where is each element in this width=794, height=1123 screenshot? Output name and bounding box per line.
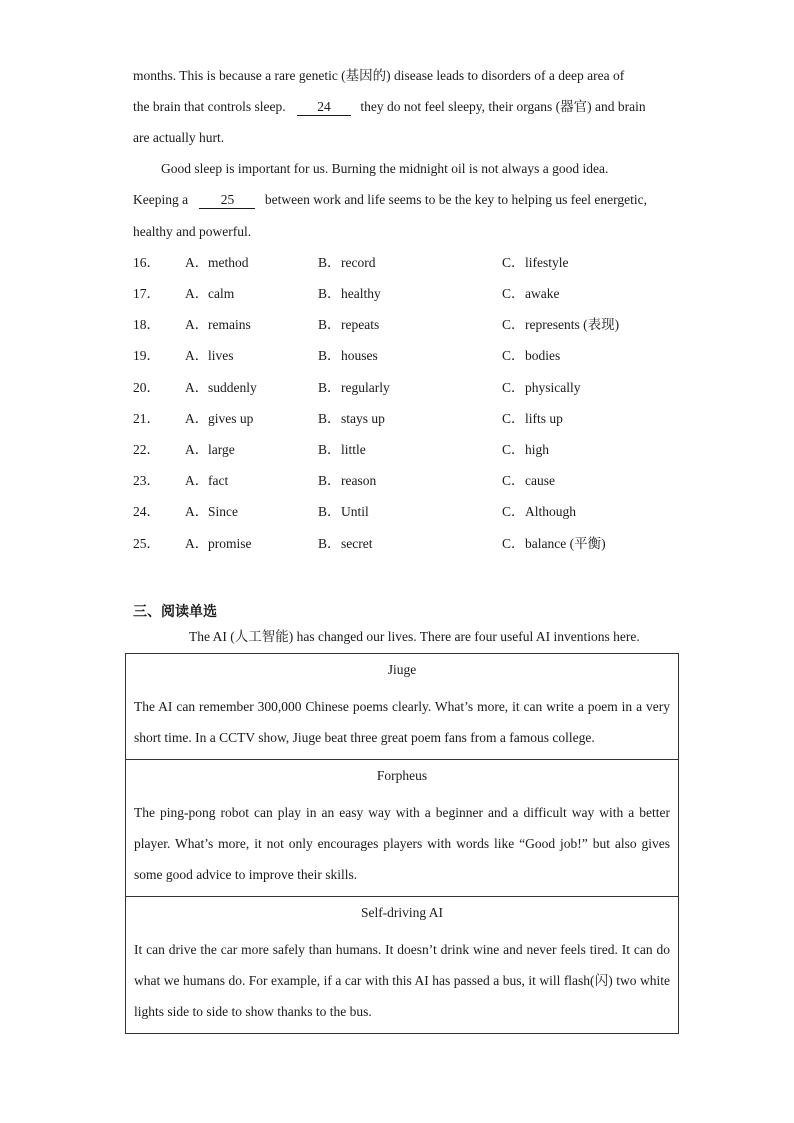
passage-line-6: healthy and powerful. bbox=[133, 224, 252, 239]
option-text: repeats bbox=[341, 317, 380, 332]
option-text: balance (平衡) bbox=[525, 536, 606, 551]
question-row bbox=[133, 346, 693, 366]
option-label: A． bbox=[185, 442, 209, 457]
option-label: C． bbox=[502, 473, 525, 488]
option-a[interactable] bbox=[185, 409, 253, 429]
option-text: suddenly bbox=[208, 380, 257, 395]
option-label: B． bbox=[318, 442, 341, 457]
option-text: gives up bbox=[208, 411, 254, 426]
option-label: C． bbox=[502, 255, 525, 270]
option-text: remains bbox=[208, 317, 251, 332]
option-label: B． bbox=[318, 255, 341, 270]
question-row bbox=[133, 502, 693, 522]
option-a[interactable] bbox=[185, 284, 234, 304]
option-a[interactable] bbox=[185, 315, 251, 335]
option-text: fact bbox=[208, 473, 229, 488]
option-text: method bbox=[208, 255, 249, 270]
option-a[interactable] bbox=[185, 346, 234, 366]
option-label: B． bbox=[318, 411, 341, 426]
question-row bbox=[133, 378, 693, 398]
option-text: high bbox=[525, 442, 550, 457]
option-c[interactable] bbox=[502, 409, 563, 429]
option-c[interactable] bbox=[502, 471, 555, 491]
option-b[interactable] bbox=[318, 315, 379, 335]
question-row bbox=[133, 440, 693, 460]
option-label: A． bbox=[185, 348, 209, 363]
invention-description: It can drive the car more safely than humans. It doesn’t drink wine and never feels tired. It can do what we humans do. For example, if a car with this AI has passed a bus, it will flash(闪) two white lights side to side to show thanks to the bus. bbox=[134, 942, 670, 1019]
option-b[interactable] bbox=[318, 346, 378, 366]
option-a[interactable] bbox=[185, 253, 249, 273]
passage-line-3: are actually hurt. bbox=[133, 130, 225, 145]
option-a[interactable] bbox=[185, 534, 252, 554]
option-text: stays up bbox=[341, 411, 385, 426]
option-text: reason bbox=[341, 473, 377, 488]
option-label: C． bbox=[502, 317, 525, 332]
invention-description: The AI can remember 300,000 Chinese poems clearly. What’s more, it can write a poem in a very short time. In a CCTV show, Jiuge beat three great poem fans from a famous college. bbox=[134, 699, 670, 745]
ai-inventions-table bbox=[125, 653, 679, 1034]
option-text: secret bbox=[341, 536, 373, 551]
passage-line-2-start: the brain that controls sleep. bbox=[133, 99, 286, 114]
option-b[interactable] bbox=[318, 440, 366, 460]
option-text: bodies bbox=[525, 348, 561, 363]
question-number: 19． bbox=[133, 348, 160, 363]
option-label: A． bbox=[185, 536, 209, 551]
option-label: C． bbox=[502, 411, 525, 426]
option-label: A． bbox=[185, 473, 209, 488]
option-text: lifts up bbox=[525, 411, 563, 426]
passage-line-4: Good sleep is important for us. Burning the midnight oil is not always a good idea. bbox=[161, 161, 609, 176]
option-label: A． bbox=[185, 286, 209, 301]
option-label: B． bbox=[318, 317, 341, 332]
option-b[interactable] bbox=[318, 409, 385, 429]
option-label: A． bbox=[185, 317, 209, 332]
option-label: B． bbox=[318, 348, 341, 363]
question-number: 17． bbox=[133, 286, 160, 301]
blank-25: 25 bbox=[199, 192, 255, 209]
invention-title: Jiuge bbox=[387, 662, 417, 677]
option-label: A． bbox=[185, 255, 209, 270]
option-text: record bbox=[341, 255, 376, 270]
question-number: 25． bbox=[133, 536, 160, 551]
option-label: C． bbox=[502, 504, 525, 519]
question-number: 23． bbox=[133, 473, 160, 488]
option-c[interactable] bbox=[502, 284, 559, 304]
option-label: C． bbox=[502, 286, 525, 301]
option-label: A． bbox=[185, 504, 209, 519]
option-c[interactable] bbox=[502, 502, 576, 522]
option-b[interactable] bbox=[318, 534, 372, 554]
question-row bbox=[133, 253, 693, 273]
option-text: Since bbox=[208, 504, 238, 519]
option-a[interactable] bbox=[185, 502, 238, 522]
option-a[interactable] bbox=[185, 440, 235, 460]
question-row bbox=[133, 409, 693, 429]
passage-line-1: months. This is because a rare genetic (基因的) disease leads to disorders of a deep area of bbox=[133, 68, 625, 83]
invention-title: Self-driving AI bbox=[360, 905, 444, 920]
invention-title: Forpheus bbox=[376, 768, 428, 783]
passage-line-5-end: between work and life seems to be the key to helping us feel energetic, bbox=[264, 192, 647, 207]
passage-line-2 bbox=[133, 97, 646, 117]
option-label: A． bbox=[185, 411, 209, 426]
option-label: A． bbox=[185, 380, 209, 395]
question-row bbox=[133, 534, 693, 554]
option-text: healthy bbox=[341, 286, 381, 301]
reading-intro: The AI (人工智能) has changed our lives. There are four useful AI inventions here. bbox=[189, 629, 640, 644]
option-label: C． bbox=[502, 348, 525, 363]
passage-line-2-end: they do not feel sleepy, their organs (器官) and brain bbox=[360, 99, 646, 114]
option-text: houses bbox=[341, 348, 378, 363]
question-row bbox=[133, 315, 693, 335]
table-cell bbox=[126, 897, 679, 1034]
table-cell bbox=[126, 654, 679, 760]
blank-24: 24 bbox=[297, 99, 351, 116]
option-label: B． bbox=[318, 380, 341, 395]
question-number: 20． bbox=[133, 380, 160, 395]
option-label: C． bbox=[502, 442, 525, 457]
option-label: B． bbox=[318, 473, 341, 488]
option-text: promise bbox=[208, 536, 252, 551]
option-text: represents (表现) bbox=[525, 317, 620, 332]
question-row bbox=[133, 284, 693, 304]
option-label: B． bbox=[318, 504, 341, 519]
option-b[interactable] bbox=[318, 378, 390, 398]
option-c[interactable] bbox=[502, 378, 581, 398]
passage-line-5 bbox=[133, 190, 647, 210]
option-text: lifestyle bbox=[525, 255, 569, 270]
passage-line-5-start: Keeping a bbox=[133, 192, 189, 207]
table-row bbox=[126, 760, 679, 897]
option-text: large bbox=[208, 442, 235, 457]
table-row bbox=[126, 897, 679, 1034]
option-a[interactable] bbox=[185, 471, 228, 491]
section-heading: 三、阅读单选 bbox=[133, 604, 217, 620]
option-text: little bbox=[341, 442, 366, 457]
invention-description: The ping-pong robot can play in an easy way with a beginner and a difficult way with a better player. What’s more, it not only encourages players with words like “Good job!” but also gives some good advice to improve their skills. bbox=[134, 805, 670, 882]
option-text: Until bbox=[341, 504, 369, 519]
option-text: lives bbox=[208, 348, 234, 363]
option-text: regularly bbox=[341, 380, 390, 395]
table-row bbox=[126, 654, 679, 760]
table-cell bbox=[126, 760, 679, 897]
option-a[interactable] bbox=[185, 378, 257, 398]
option-label: B． bbox=[318, 286, 341, 301]
question-number: 22． bbox=[133, 442, 160, 457]
option-b[interactable] bbox=[318, 471, 376, 491]
question-number: 21． bbox=[133, 411, 160, 426]
option-c[interactable] bbox=[502, 534, 606, 554]
question-number: 18． bbox=[133, 317, 160, 332]
option-c[interactable] bbox=[502, 315, 619, 335]
question-number: 24． bbox=[133, 504, 160, 519]
option-c[interactable] bbox=[502, 440, 549, 460]
option-text: awake bbox=[525, 286, 560, 301]
option-text: Although bbox=[525, 504, 577, 519]
option-b[interactable] bbox=[318, 284, 381, 304]
option-text: cause bbox=[525, 473, 555, 488]
option-c[interactable] bbox=[502, 346, 560, 366]
option-b[interactable] bbox=[318, 253, 375, 273]
option-text: physically bbox=[525, 380, 581, 395]
option-label: C． bbox=[502, 536, 525, 551]
option-b[interactable] bbox=[318, 502, 369, 522]
option-c[interactable] bbox=[502, 253, 569, 273]
question-row bbox=[133, 471, 693, 491]
option-text: calm bbox=[208, 286, 235, 301]
question-number: 16． bbox=[133, 255, 160, 270]
option-label: C． bbox=[502, 380, 525, 395]
option-label: B． bbox=[318, 536, 341, 551]
